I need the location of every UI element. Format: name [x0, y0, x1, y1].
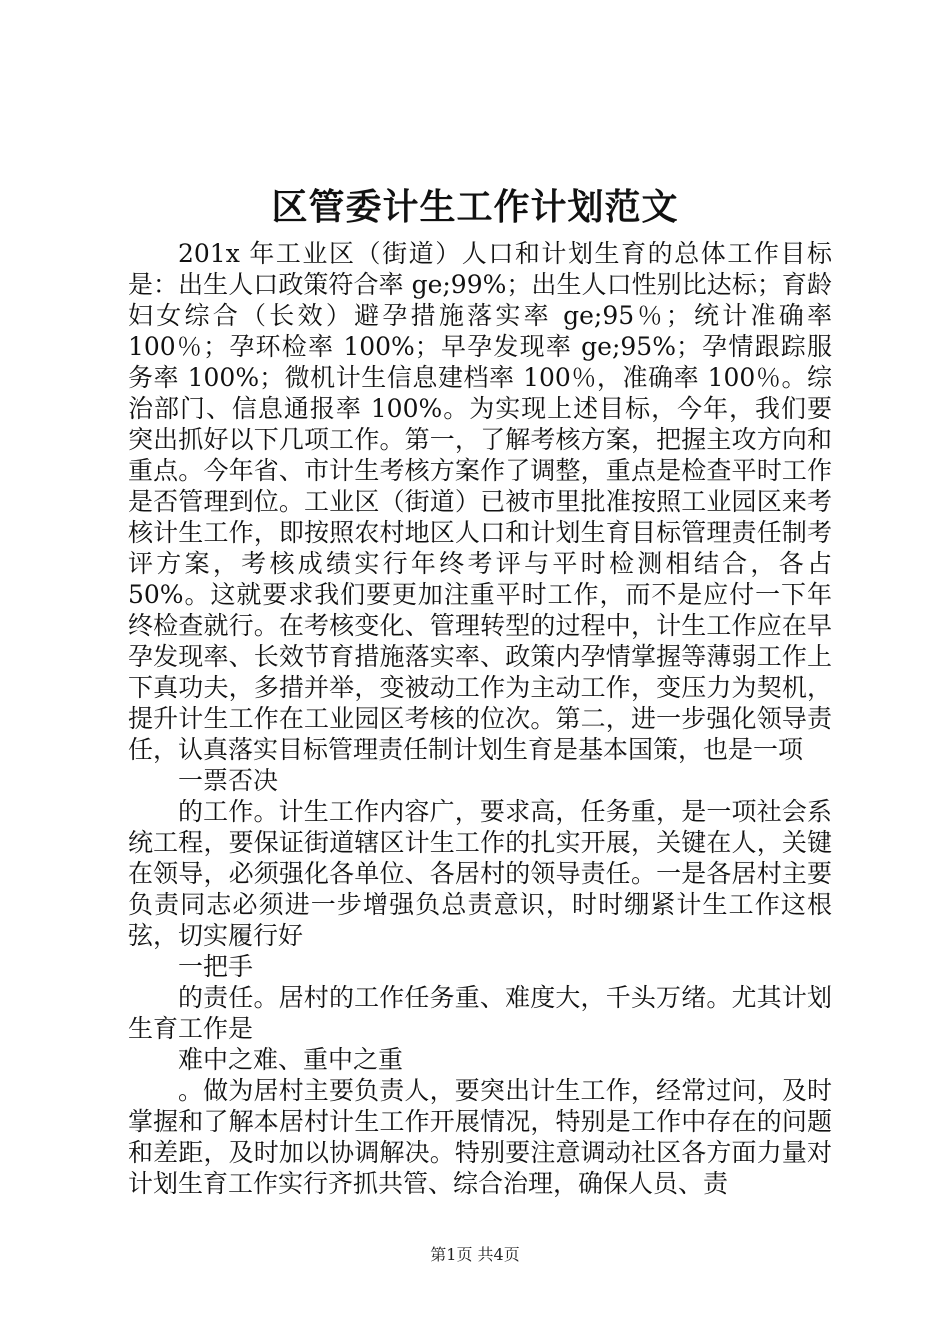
- paragraph: 的工作。计生工作内容广，要求高，任务重，是一项社会系统工程，要保证街道辖区计生工作的扎实开展，关键在人，关键在领导，必须强化各单位、各居村的领导责任。一是各居村主要负责同志必须进一步增强负总责意识，时时绷紧计生工作这根弦，切实履行好: [128, 797, 832, 950]
- paragraph: 难中之难、重中之重: [178, 1045, 404, 1074]
- document-body: [128, 238, 832, 1199]
- paragraph: 一把手: [178, 952, 254, 981]
- document-title: 区管委计生工作计划范文: [271, 186, 679, 228]
- paragraph: 201x 年工业区（街道）人口和计划生育的总体工作目标是：出生人口政策符合率 ge;99%；出生人口性别比达标；育龄妇女综合（长效）避孕措施落实率 ge;95％；统计准确率 100％；孕环检率 100%；早孕发现率 ge;95%；孕情跟踪服务率 100%；微机计生信息建档率 100％，准确率 100％。综治部门、信息通报率 100%。为实现上述目标，今年，我们要突出抓好以下几项工作。第一，了解考核方案，把握主攻方向和重点。今年省、市计生考核方案作了调整，重点是检查平时工作是否管理到位。工业区（街道）已被市里批准按照工业园区来考核计生工作，即按照农村地区人口和计划生育目标管理责任制考评方案，考核成绩实行年终考评与平时检测相结合，各占 50%。这就要求我们要更加注重平时工作，而不是应付一下年终检查就行。在考核变化、管理转型的过程中，计生工作应在早孕发现率、长效节育措施落实率、政策内孕情掌握等薄弱工作上下真功夫，多措并举，变被动工作为主动工作，变压力为契机，提升计生工作在工业园区考核的位次。第二，进一步强化领导责任，认真落实目标管理责任制计划生育是基本国策，也是一项: [128, 239, 832, 764]
- paragraph: 的责任。居村的工作任务重、难度大，千头万绪。尤其计划生育工作是: [128, 983, 832, 1043]
- paragraph: 。做为居村主要负责人，要突出计生工作，经常过问，及时掌握和了解本居村计生工作开展情况，特别是工作中存在的问题和差距，及时加以协调解决。特别要注意调动社区各方面力量对计划生育工作实行齐抓共管、综合治理，确保人员、责: [128, 1076, 832, 1198]
- page-number-footer: 第1页 共4页: [430, 1245, 520, 1264]
- paragraph: 一票否决: [178, 766, 279, 795]
